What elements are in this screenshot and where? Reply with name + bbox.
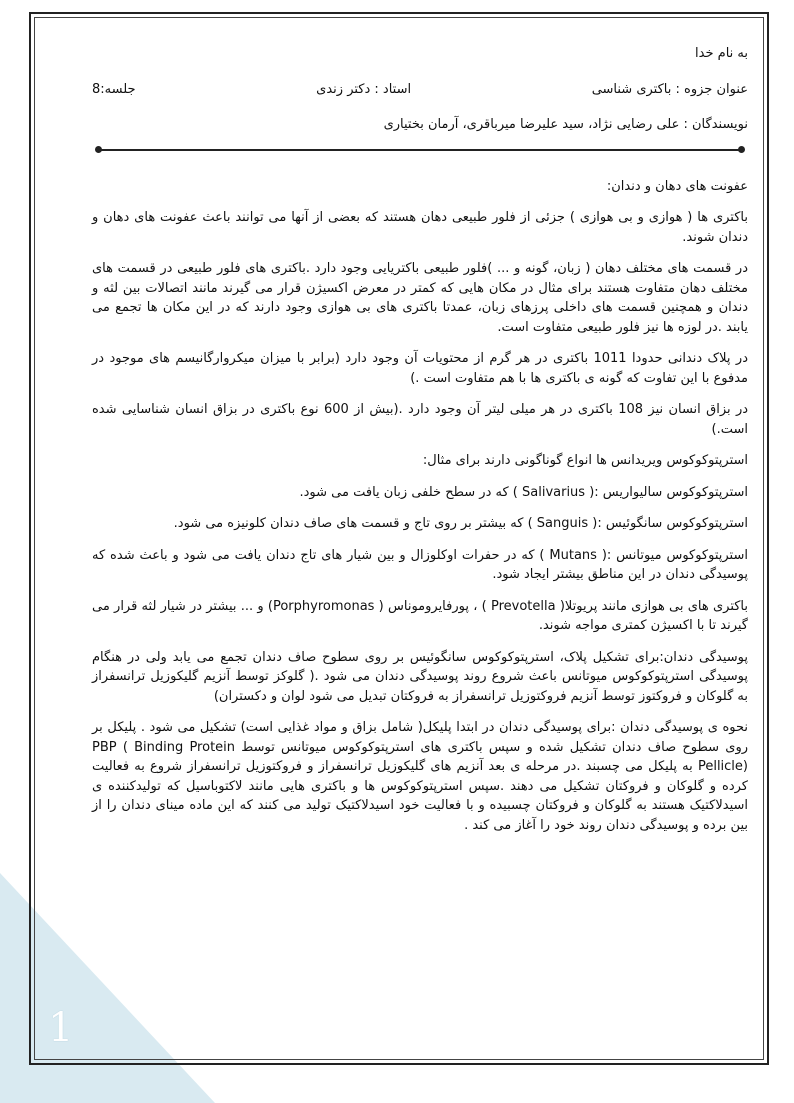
section-title: عفونت های دهان و دندان: [606,178,748,194]
paragraph-3: در پلاک دندانی حدودا 1011 باکتری در هر گرم از محتویات آن وجود دارد (برابر با میزان میکروارگانیسم های موجود در مدفوع با این تفاوت که گونه ی باکتری ها با هم متفاوت است .) [92,351,748,386]
paragraph-10: پوسیدگی دندان:برای تشکیل پلاک، استرپتوکوکوس سانگوئیس بر روی سطوح صاف دندان تجمع می یابد ولی در هنگام پوسیدگی استرپتوکوکوس میوتانس باعث شروع روند پوسیدگی دندان می شود .( گلوکز توسط آنزیم گلیکوزیل ترانسفراز به گلوکان و فروکتوز توسط آنزیم فروکتوزیل ترانسفراز به فروکتان تبدیل می شود لوان و دکستران) [92,649,748,704]
paragraph-7: استرپتوکوکوس سانگوئیس :( Sanguis ) که بیشتر بر روی تاج و قسمت های صاف دندان کلونیزه می شود. [173,516,748,531]
header-divider [98,149,742,151]
paragraph-9: باکتری های بی هوازی مانند پریوتلا( Prevotella ) ، پورفایروموناس ( Porphyromonas) و ... بیشتر در شیار لثه قرار می گیرند تا با اکسیژن کمتری مواجه شوند. [92,598,749,633]
paragraph-1: باکتری ها ( هوازی و بی هوازی ) جزئی از فلور طبیعی دهان هستند که بعضی از آنها می توانند باعث عفونت های دهان و دندان شوند. [92,210,748,245]
professor-name: استاد : دکتر زندی [316,81,412,97]
divider-dot-left [95,146,102,153]
page-number: 1 [48,1005,74,1051]
paragraph-8: استرپتوکوکوس میوتانس :( Mutans ) که در حفرات اوکلوزال و بین شیار های تاج دندان یافت می شود و باعث شده که پوسیدگی دندان در این مناطق بیشتر ایجاد شود. [92,547,748,582]
paragraph-5: استرپتوکوکوس ویریدانس ها انواع گوناگونی دارند برای مثال: [422,453,748,468]
divider-dot-right [738,146,745,153]
bismillah-heading: به نام خدا [695,46,748,61]
paragraph-4: در بزاق انسان نیز 108 باکتری در هر میلی لیتر آن وجود دارد .(بیش از 600 نوع باکتری در بزاق انسان شناسایی شده است.) [92,402,749,437]
session-number: جلسه:8 [92,81,136,97]
meta-row [92,80,748,100]
document-content [92,44,748,847]
paragraph-11: نحوه ی پوسیدگی دندان :برای پوسیدگی دندان در ابتدا پلیکل( شامل بزاق و مواد غذایی است) تشکیل می شود . پلیکل بر روی سطوح صاف دندان تشکیل شده و سپس باکتری های استرپتوکوکوس میوتانس توسط PBP ( Binding Protein Pellicle) به پلیکل می چسبند .در مرحله ی بعد آنزیم های گلیکوزیل ترانسفراز و فروکتوزیل ترانسفراز شروع به فعالیت کرده و گلوکان و فروکتان تشکیل می دهند .سپس استرپتوکوکوس ها و باکتری هایی مانند لاکتوباسیل که تولیدکننده ی اسیدلاکتیک هستند به گلوکان و فروکتان چسبیده و با فعالیت خود اسیدلاکتیک تولید می کنند که این ماده مینای دندان را از بین برده و پوسیدگی دندان روند خود را آغاز می کند . [92,720,749,833]
subject-title: عنوان جزوه : باکتری شناسی [591,81,748,97]
authors-line: نویسندگان : علی رضایی نژاد، سید علیرضا میرباقری، آرمان بختیاری [383,117,748,132]
paragraph-2: در قسمت های مختلف دهان ( زبان، گونه و ... )فلور طبیعی باکتریایی وجود دارد .باکتری های فلور طبیعی در قسمت های مختلف دهان متفاوت هستند برای مثال در مکان هایی که کمتر در معرض اکسیژن قرار می گیرند مانند اتصالات بین لثه و دندان و همچنین قسمت های داخلی پرزهای زبان، عمدتا باکتری های بی هوازی وجود دارند که در این مکان ها تجمع می یابند .در لوزه ها نیز فلور طبیعی متفاوت است. [92,261,748,335]
paragraph-6: استرپتوکوکوس سالیواریس :( Salivarius ) که در سطح خلفی زبان یافت می شود. [299,484,748,500]
